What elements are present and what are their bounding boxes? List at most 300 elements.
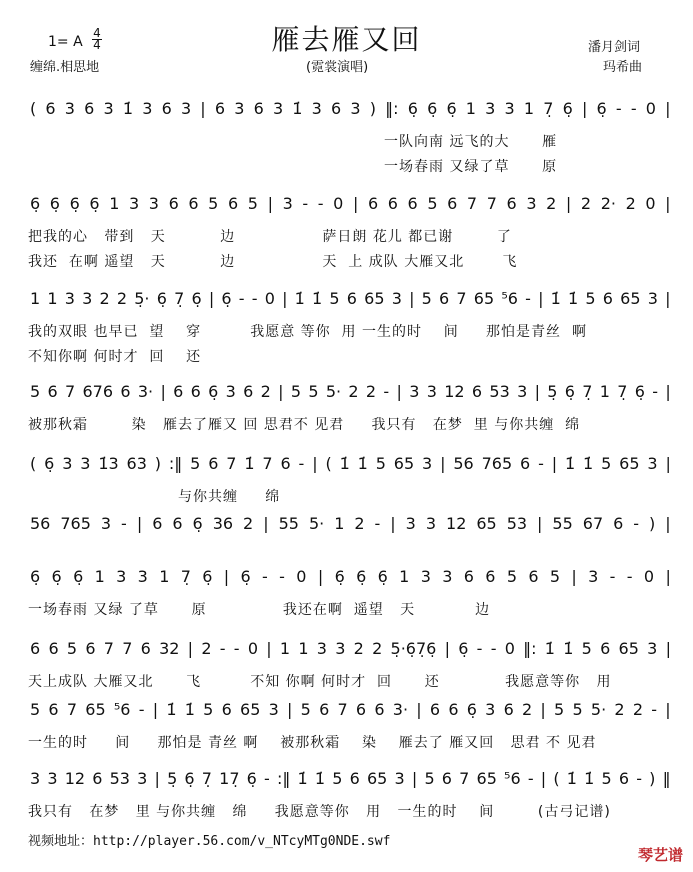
bar-line: | xyxy=(665,638,671,658)
bar-line: | xyxy=(287,699,293,719)
note: 2 xyxy=(260,381,271,401)
bar-line: | xyxy=(152,699,159,719)
note: 5̣ xyxy=(547,381,558,401)
note: 1 xyxy=(523,98,535,118)
note: ( xyxy=(30,98,37,118)
bar-line: | xyxy=(581,98,588,118)
note: - xyxy=(538,453,544,473)
note: 3 xyxy=(485,699,496,719)
note: 2 xyxy=(348,381,359,401)
note: 3 xyxy=(422,453,433,473)
note: - xyxy=(238,288,245,308)
note: 6 xyxy=(463,566,474,586)
note: 7 xyxy=(65,381,76,401)
note: 5 xyxy=(30,699,41,719)
note: 6 xyxy=(140,638,151,658)
note: 5 xyxy=(208,193,219,213)
note: 65 xyxy=(619,453,640,473)
bar-line: | xyxy=(312,453,318,473)
note: 1 xyxy=(47,288,58,308)
note: 5 xyxy=(332,768,343,788)
note: 1 xyxy=(109,193,120,213)
note: 7 xyxy=(459,768,470,788)
note: 1̇ xyxy=(584,768,595,788)
note: 7̣ xyxy=(543,98,554,118)
bar-line: | xyxy=(565,193,572,213)
bar-line: | xyxy=(551,453,558,473)
note: 1̇ xyxy=(564,453,576,473)
note: 6 xyxy=(439,288,450,308)
note: 6̣ xyxy=(156,288,167,308)
note: 55 xyxy=(552,513,573,533)
note: 2 xyxy=(116,288,128,308)
note: 65 xyxy=(240,699,261,719)
note: 1̇ xyxy=(544,638,555,658)
note: 6̣ xyxy=(184,768,195,788)
note: 6 xyxy=(168,193,179,213)
note: 6 xyxy=(602,288,613,308)
note: 7 xyxy=(103,638,114,658)
lyricist: 潘月剑词 xyxy=(588,40,641,55)
note: - xyxy=(476,638,483,658)
note: 7̣ xyxy=(180,566,191,586)
note: 1̇ xyxy=(122,98,134,118)
note: 6 xyxy=(374,699,385,719)
note: 6̣ xyxy=(51,566,62,586)
note: 2 xyxy=(625,193,636,213)
bar-line: :‖ xyxy=(168,453,183,473)
note: - xyxy=(630,98,637,118)
note: 3 xyxy=(100,513,112,533)
note: 3 xyxy=(391,288,402,308)
note: ( xyxy=(30,453,37,473)
note: 1̇ xyxy=(583,453,594,473)
note: 7 xyxy=(262,453,273,473)
note: 3 xyxy=(64,98,75,118)
note: 3 xyxy=(47,768,58,788)
note: - xyxy=(615,98,622,118)
note: 56 xyxy=(453,453,474,473)
note: - xyxy=(121,513,127,533)
note: 7 xyxy=(486,193,497,213)
note: 5 xyxy=(601,768,612,788)
note: 2 xyxy=(99,288,110,308)
note: 6̣ xyxy=(356,566,367,586)
note: 6̣ xyxy=(446,98,457,118)
note: ( xyxy=(325,453,332,473)
note: 65 xyxy=(366,768,388,788)
note: 6̣ xyxy=(208,381,219,401)
bar-line: | xyxy=(540,699,546,719)
bar-line: | xyxy=(136,513,143,533)
note: 1̇ xyxy=(339,453,350,473)
note: 7 xyxy=(456,288,467,308)
note: 3 xyxy=(420,566,431,586)
note: 6 xyxy=(221,699,232,719)
style-mark: 缠绵.相思地 xyxy=(30,60,100,75)
note: 3 xyxy=(268,699,279,719)
note: 6̣ xyxy=(44,453,55,473)
note: - xyxy=(651,699,658,719)
bar-line: | xyxy=(665,566,671,586)
note: 6̣ xyxy=(246,768,257,788)
bar-line: | xyxy=(263,513,269,533)
note: 5 xyxy=(424,768,435,788)
notation-line xyxy=(30,513,671,533)
note: 3 xyxy=(103,98,114,118)
note: 6̣ xyxy=(458,638,469,658)
bar-line: ‖ xyxy=(662,768,671,788)
note: 6 xyxy=(429,699,441,719)
note: 765 xyxy=(60,513,91,533)
note: 3 xyxy=(82,288,93,308)
note: - xyxy=(219,638,226,658)
notation-line xyxy=(30,98,671,118)
note: 1̇ xyxy=(244,453,255,473)
note: 6̣ xyxy=(562,98,573,118)
note: 6 xyxy=(528,566,539,586)
note: 6 xyxy=(319,699,330,719)
note: 6 xyxy=(47,381,58,401)
note: 6 xyxy=(208,453,219,473)
note: 6 xyxy=(618,768,630,788)
bar-line: ‖: xyxy=(385,98,399,118)
note: 6 xyxy=(45,98,56,118)
note: 1̇ xyxy=(292,98,303,118)
note: 3 xyxy=(485,98,496,118)
note: 2 xyxy=(353,638,364,658)
bar-line: | xyxy=(154,768,160,788)
note: 1̇ xyxy=(312,288,323,308)
lyric-line: 与你共缠 绵 xyxy=(178,489,281,505)
note: 3 xyxy=(647,288,658,308)
notation-line xyxy=(30,381,671,401)
lyric-line: 不知你啊 何时才 回 还 xyxy=(28,349,202,365)
notation-line xyxy=(30,288,671,308)
note: 7̣ xyxy=(201,768,212,788)
note: 6 xyxy=(152,513,163,533)
bar-line: ‖: xyxy=(523,638,537,658)
note: 3 xyxy=(526,193,537,213)
bar-line: | xyxy=(665,513,671,533)
note: 65 xyxy=(393,453,415,473)
lyric-line: 一生的时 间 那怕是 青丝 啊 被那秋霜 染 雁去了 雁又回 思君 不 见君 xyxy=(28,735,597,751)
note: 6 xyxy=(173,381,184,401)
note: - xyxy=(525,288,531,308)
note: 5 xyxy=(506,566,517,586)
singer: (霓裳演唱) xyxy=(306,60,369,75)
note: 3 xyxy=(80,453,91,473)
note: 7 xyxy=(337,699,348,719)
bar-line: | xyxy=(538,288,544,308)
bar-line: :‖ xyxy=(276,768,291,788)
note: 7 xyxy=(226,453,237,473)
composer: 玛希曲 xyxy=(603,60,643,75)
lyric-line: 被那秋霜 染 雁去了雁又 回 思君不 见君 我只有 在梦 里 与你共缠 绵 xyxy=(28,417,581,433)
note: - xyxy=(302,193,309,213)
note: - xyxy=(636,768,642,788)
lyric-line: 把我的心 带到 天 边 萨日朗 花儿 都已谢 了 xyxy=(28,229,512,245)
note: - xyxy=(233,638,240,658)
note: - xyxy=(251,288,258,308)
note: 765 xyxy=(481,453,513,473)
note: 6 xyxy=(85,638,96,658)
note: 2· xyxy=(600,193,616,213)
note: 6̣ xyxy=(191,288,202,308)
note: ) xyxy=(649,768,656,788)
note: 6̣ xyxy=(634,381,645,401)
note: 5 xyxy=(290,381,302,401)
note: 3 xyxy=(30,768,41,788)
note: 1̇ xyxy=(184,699,195,719)
note: 65 xyxy=(618,638,639,658)
note: 2 xyxy=(372,638,383,658)
note: 6 xyxy=(161,98,172,118)
site-logo: 琴艺谱 xyxy=(637,846,683,864)
bar-line: | xyxy=(534,381,540,401)
note: 0 xyxy=(645,98,656,118)
note: 5 xyxy=(247,193,258,213)
note: 1 xyxy=(599,381,610,401)
note: 1 xyxy=(298,638,309,658)
note: 2 xyxy=(632,699,643,719)
notation-line xyxy=(30,768,671,788)
bar-line: | xyxy=(665,453,671,473)
note: 3 xyxy=(148,193,159,213)
note: 6̣ xyxy=(73,566,84,586)
note: 3 xyxy=(504,98,515,118)
note: 7̣ xyxy=(174,288,185,308)
note: - xyxy=(374,513,381,533)
note: 1̇ xyxy=(568,288,579,308)
note: 6̣ xyxy=(377,566,388,586)
time-top: 4 xyxy=(93,26,101,40)
note: - xyxy=(383,381,390,401)
note: 6 xyxy=(441,768,452,788)
note: 6 xyxy=(503,699,514,719)
note: 5̣· xyxy=(134,288,150,308)
note: 3 xyxy=(517,381,528,401)
note: 12 xyxy=(446,513,467,533)
lyric-line: 我只有 在梦 里 与你共缠 绵 我愿意等你 用 一生的时 间 (古弓记谱) xyxy=(28,804,611,820)
note: 3 xyxy=(425,513,437,533)
note: 6 xyxy=(190,381,201,401)
bar-line: | xyxy=(267,193,273,213)
bar-line: | xyxy=(571,566,577,586)
note: 6 xyxy=(30,638,41,658)
note: 6 xyxy=(349,768,360,788)
note: 67 xyxy=(582,513,604,533)
note: 2 xyxy=(546,193,557,213)
note: ( xyxy=(553,768,560,788)
bar-line: | xyxy=(223,566,230,586)
bar-line: | xyxy=(282,288,288,308)
note: 3· xyxy=(392,699,409,719)
note: 3 xyxy=(137,566,148,586)
note: 53 xyxy=(506,513,528,533)
video-link[interactable]: 视频地址：http://player.56.com/v_NTcyMTg0NDE.swf xyxy=(28,834,391,849)
note: 5 xyxy=(203,699,214,719)
note: 5 xyxy=(308,381,319,401)
note: ⁵6 xyxy=(501,288,518,308)
note: 6 xyxy=(280,453,291,473)
note: 3 xyxy=(137,768,148,788)
note: 1̇ xyxy=(566,768,577,788)
note: 5 xyxy=(572,699,583,719)
note: 6̣ xyxy=(221,288,232,308)
note: 3 xyxy=(272,98,284,118)
note: 3 xyxy=(282,193,293,213)
note: 6 xyxy=(355,699,367,719)
note: 6 xyxy=(188,193,199,213)
note: 53 xyxy=(489,381,510,401)
note: 65 xyxy=(85,699,106,719)
note: 6̣ xyxy=(30,566,41,586)
note: 5 xyxy=(601,453,612,473)
note: 6 xyxy=(172,513,183,533)
note: 6 xyxy=(214,98,226,118)
bar-line: | xyxy=(440,453,446,473)
notation-line xyxy=(30,566,671,586)
lyric-line: 一场春雨 又绿了草 原 xyxy=(384,159,558,175)
note: - xyxy=(527,768,534,788)
note: 1 xyxy=(465,98,476,118)
note: 6̣ xyxy=(334,566,345,586)
note: 6̣ xyxy=(192,513,203,533)
note: ) xyxy=(369,98,376,118)
note: 5 xyxy=(190,453,201,473)
note: 65 xyxy=(476,768,497,788)
note: 6 xyxy=(253,98,264,118)
notation-line xyxy=(30,193,671,213)
note: 5 xyxy=(554,699,565,719)
note: 7 xyxy=(66,699,78,719)
note: ⁵6 xyxy=(113,699,131,719)
note: 1̇ xyxy=(294,288,305,308)
note: 6 xyxy=(447,193,458,213)
note: 1̇ xyxy=(357,453,368,473)
notation-line xyxy=(30,638,671,658)
note: 6 xyxy=(367,193,379,213)
note: - xyxy=(633,513,640,533)
note: 3 xyxy=(225,381,236,401)
note: 5 xyxy=(30,381,41,401)
note: 1̇ xyxy=(297,768,308,788)
note: 1 xyxy=(279,638,291,658)
note: 2 xyxy=(354,513,365,533)
bar-line: | xyxy=(200,98,206,118)
note: 5 xyxy=(549,566,561,586)
note: 5 xyxy=(329,288,340,308)
note: 5 xyxy=(66,638,78,658)
note: 7 xyxy=(122,638,133,658)
note: 3 xyxy=(335,638,346,658)
note: 6 xyxy=(471,381,483,401)
note: 1̇3 xyxy=(98,453,119,473)
note: 65 xyxy=(473,288,495,308)
note: 2 xyxy=(201,638,212,658)
note: 6̣ xyxy=(89,193,100,213)
lyric-line: 我还 在啊 遥望 天 边 天 上 成队 大雁又北 飞 xyxy=(28,254,518,270)
bar-line: | xyxy=(390,513,396,533)
bar-line: | xyxy=(278,381,284,401)
note: 3 xyxy=(311,98,322,118)
note: - xyxy=(609,566,616,586)
note: 6 xyxy=(520,453,531,473)
note: 56 xyxy=(30,513,51,533)
note: 3 xyxy=(128,193,140,213)
note: 6̣ xyxy=(596,98,607,118)
lyric-line: 天上成队 大雁又北 飞 不知 你啊 何时才 回 还 我愿意等你 用 xyxy=(28,674,612,690)
note: 5̣·6̣7̣6̣ xyxy=(390,638,437,658)
note: 55 xyxy=(278,513,299,533)
bar-line: | xyxy=(411,768,418,788)
note: 2 xyxy=(365,381,377,401)
note: 36 xyxy=(212,513,234,533)
note: 3 xyxy=(62,453,73,473)
note: 7̣ xyxy=(617,381,628,401)
note: 1 xyxy=(334,513,345,533)
note: - xyxy=(279,566,285,586)
bar-line: | xyxy=(208,288,215,308)
bar-line: | xyxy=(665,288,671,308)
bar-line: | xyxy=(266,638,272,658)
lyric-line: 一场春雨 又绿 了草 原 我还在啊 遥望 天 边 xyxy=(28,602,491,618)
note: 3 xyxy=(116,566,127,586)
note: 1 xyxy=(399,566,410,586)
note: 3 xyxy=(588,566,599,586)
note: 5· xyxy=(308,513,325,533)
note: 2 xyxy=(243,513,254,533)
bar-line: | xyxy=(665,381,671,401)
bar-line: | xyxy=(352,193,359,213)
note: 0 xyxy=(333,193,344,213)
bar-line: | xyxy=(665,193,671,213)
note: 5· xyxy=(325,381,342,401)
note: - xyxy=(652,381,659,401)
note: 3 xyxy=(647,453,658,473)
note: 3 xyxy=(234,98,245,118)
bar-line: | xyxy=(187,638,194,658)
note: 5̣ xyxy=(167,768,178,788)
note: ) xyxy=(154,453,162,473)
note: 0 xyxy=(643,566,655,586)
note: 32 xyxy=(159,638,180,658)
note: 6 xyxy=(84,98,95,118)
lyric-line: 我的双眼 也早已 望 穿 我愿意 等你 用 一生的时 间 那怕是青丝 啊 xyxy=(28,324,587,340)
note: 5 xyxy=(581,638,592,658)
note: 0 xyxy=(264,288,275,308)
note: 6 xyxy=(48,638,59,658)
note: 6 xyxy=(407,193,418,213)
note: 6̣ xyxy=(202,566,213,586)
note: 5 xyxy=(585,288,596,308)
note: 3 xyxy=(409,381,420,401)
note: 6 xyxy=(48,699,59,719)
note: 2 xyxy=(614,699,625,719)
note: 1̇ xyxy=(563,638,574,658)
note: 6 xyxy=(331,98,342,118)
bar-line: | xyxy=(540,768,547,788)
note: 1 xyxy=(30,288,41,308)
note: - xyxy=(317,193,324,213)
note: 3 xyxy=(64,288,75,308)
note: 6̣ xyxy=(466,699,477,719)
bar-line: | xyxy=(160,381,166,401)
note: 2 xyxy=(522,699,533,719)
note: 6 xyxy=(120,381,131,401)
note: 65 xyxy=(364,288,385,308)
